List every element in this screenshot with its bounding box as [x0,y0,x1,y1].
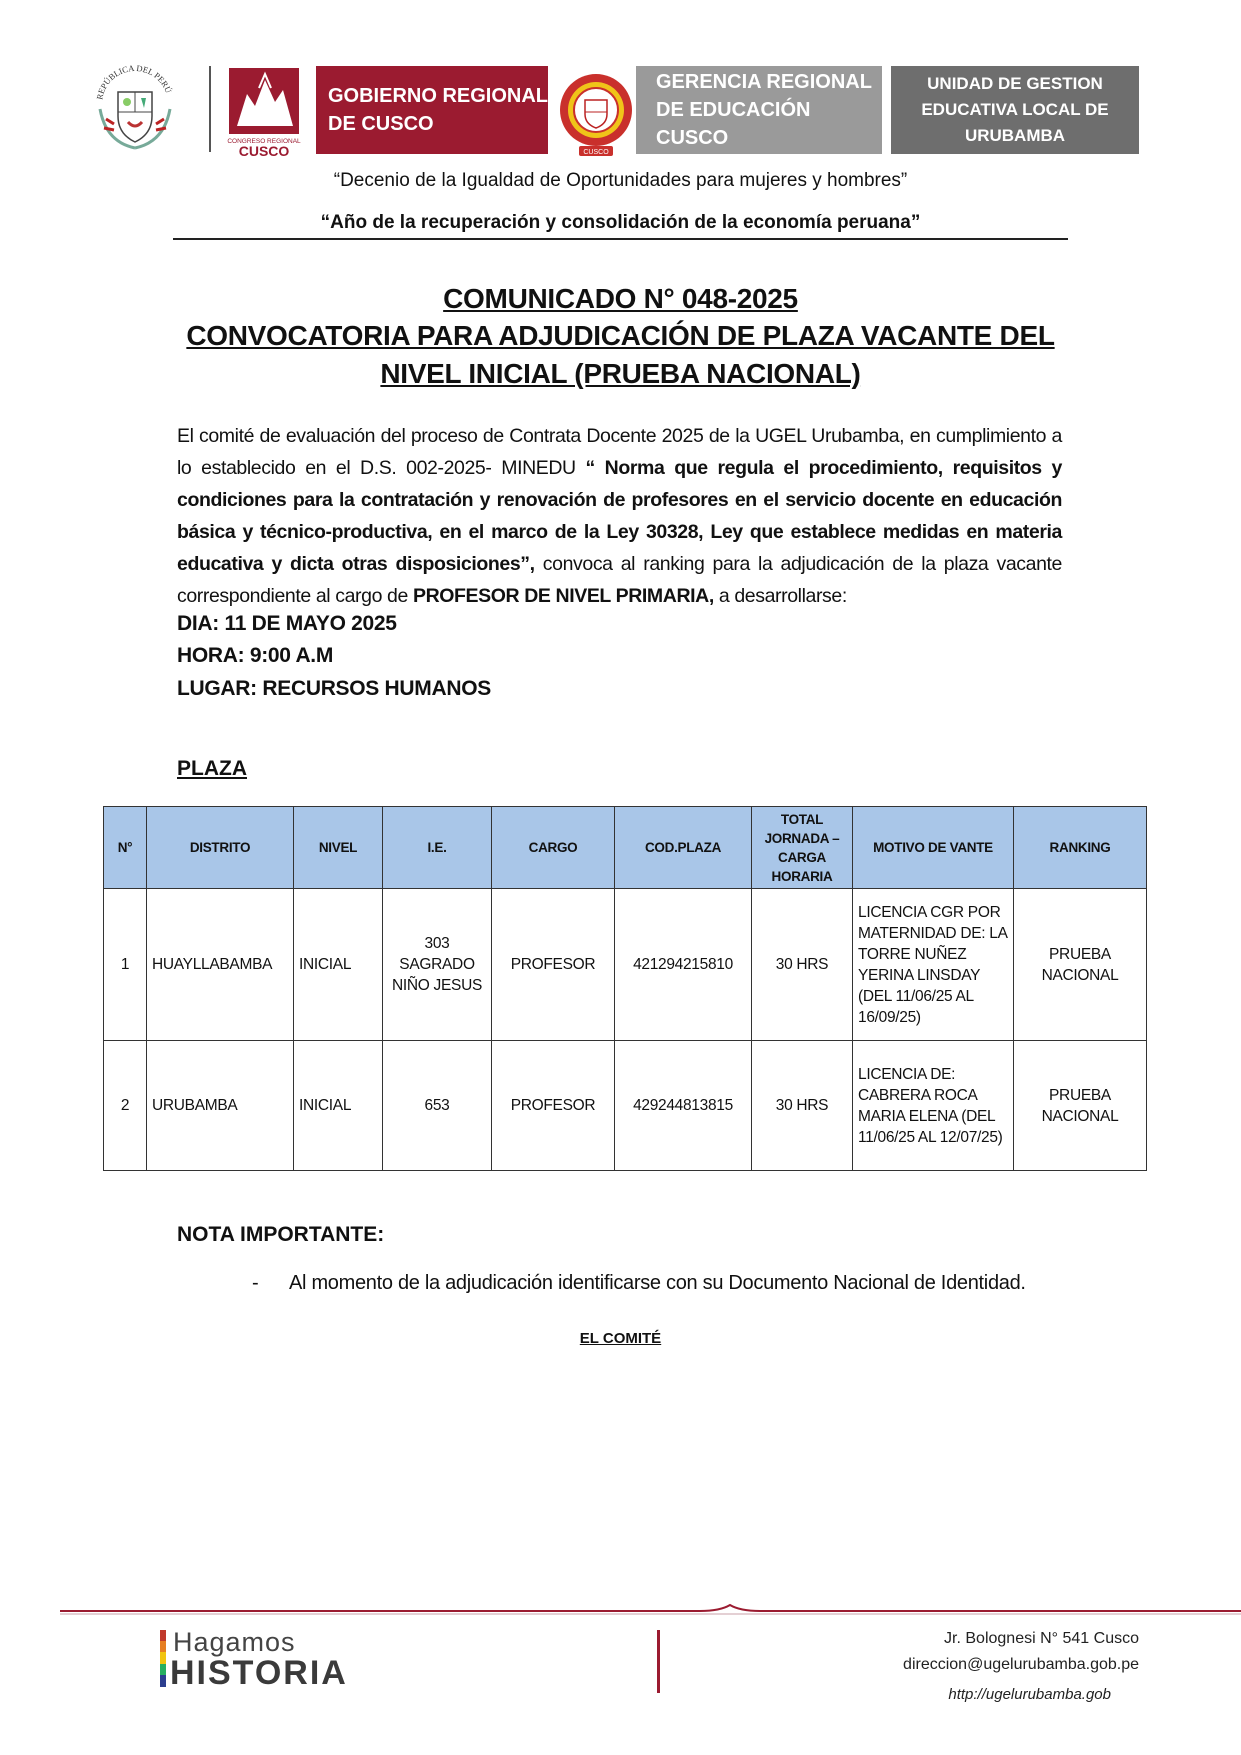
cell-motivo: LICENCIA DE: CABRERA ROCA MARIA ELENA (DEL 11/06/25 AL 12/07/25) [853,1041,1014,1171]
svg-text:CUSCO: CUSCO [238,143,290,158]
footer-email-link[interactable]: direccion@ugelurubamba.gob.pe [903,1656,1139,1673]
para-text-1: El comité de evaluación del proceso de Contrata Docente 2025 de la UGEL Urubamba, en cumplimiento a lo establecido en el D.S. 002-2025- MINEDU [177,425,1062,479]
event-time: HORA: 9:00 A.M [177,644,334,667]
ger-line1: GERENCIA REGIONAL [656,71,872,93]
year-motto: “Año de la recuperación y consolidación de la economía peruana” [320,212,921,233]
cell-jornada: 30 HRS [752,1041,853,1171]
footer-address: Jr. Bolognesi N° 541 Cusco [944,1630,1139,1647]
cell-n: 1 [104,889,147,1041]
document-title-line2: CONVOCATORIA PARA ADJUDICACIÓN DE PLAZA VACANTE DEL [186,320,1055,351]
gobierno-regional-banner [316,66,548,154]
footer-url-link[interactable]: http://ugelurubamba.gob [948,1686,1111,1703]
ugel-line3: URUBAMBA [964,126,1066,145]
signature-committee: EL COMITÉ [579,1330,662,1347]
cell-cargo: PROFESOR [492,889,615,1041]
header-divider [209,66,211,152]
cell-distrito: HUAYLLABAMBA [147,889,294,1041]
table-row [104,889,1147,1041]
col-header-ranking: RANKING [1014,807,1147,889]
cell-cargo: PROFESOR [492,1041,615,1171]
intro-paragraph [177,420,1062,612]
para-bold-cargo: PROFESOR DE NIVEL PRIMARIA, [412,585,714,607]
svg-text:REPÚBLICA DEL PERÚ: REPÚBLICA DEL PERÚ [94,64,174,101]
cell-ie: 653 [383,1041,492,1171]
cell-ranking: PRUEBA NACIONAL [1014,1041,1147,1171]
nota-bullet: - [252,1272,259,1294]
para-text-2: convoca al ranking para la adjudicación de la plaza vacante correspondiente al cargo de [177,553,1062,607]
para-bold-norma: “ Norma que regula el procedimiento, requisitos y condiciones para la contratación y renovación de profesores en el servicio docente en educación básica y técnico-productiva, en el marco de la Ley 30328, Ley que establece medidas en materia educativa y dicta otras disposiciones”, [177,457,1062,575]
cell-distrito: URUBAMBA [147,1041,294,1171]
footer-line [60,1600,1241,1620]
svg-text:CONGRESO REGIONAL: CONGRESO REGIONAL [227,138,301,145]
col-header-jornada: TOTAL JORNADA – CARGA HORARIA [752,807,853,889]
gob-line1: GOBIERNO REGIONAL [328,85,549,107]
cell-ie: 303 SAGRADO NIÑO JESUS [383,889,492,1041]
para-text-3: a desarrollarse: [713,585,847,607]
plaza-heading: PLAZA [177,757,247,780]
ugel-banner [891,66,1139,154]
cell-nivel: INICIAL [294,1041,383,1171]
footer-divider [657,1630,660,1693]
cusco-regional-logo [225,66,303,158]
svg-text:CUSCO: CUSCO [583,149,609,156]
peru-shield-logo [92,64,178,156]
table-row [104,1041,1147,1171]
gerencia-insignia-logo [557,66,635,158]
cell-cod-plaza: 421294215810 [615,889,752,1041]
ger-line2: DE EDUCACIÓN CUSCO [656,99,811,149]
cell-n: 2 [104,1041,147,1171]
document-title-line1: COMUNICADO N° 048-2025 [443,283,798,314]
cell-nivel: INICIAL [294,889,383,1041]
event-date: DIA: 11 DE MAYO 2025 [177,612,397,635]
gerencia-regional-banner [636,66,882,154]
col-header-motivo: MOTIVO DE VANTE [853,807,1014,889]
cell-jornada: 30 HRS [752,889,853,1041]
footer-hagamos: Hagamos [173,1627,296,1657]
cell-cod-plaza: 429244813815 [615,1041,752,1171]
col-header-ie: I.E. [383,807,492,889]
header-rule [173,238,1068,240]
nota-heading: NOTA IMPORTANTE: [177,1223,385,1246]
nota-item: Al momento de la adjudicación identificarse con su Documento Nacional de Identidad. [289,1272,1026,1294]
event-place: LUGAR: RECURSOS HUMANOS [177,677,491,700]
ugel-line2: EDUCATIVA LOCAL DE [921,100,1109,119]
footer-historia: HISTORIA [170,1654,348,1692]
gob-line2: DE CUSCO [328,113,434,135]
hagamos-historia-color-bar [160,1630,166,1687]
table-header-row [104,807,1147,889]
col-header-distrito: DISTRITO [147,807,294,889]
ugel-line1: UNIDAD DE GESTION [927,74,1103,93]
document-title-line3: NIVEL INICIAL (PRUEBA NACIONAL) [380,358,861,389]
col-header-cargo: CARGO [492,807,615,889]
col-header-n: N° [104,807,147,889]
cell-ranking: PRUEBA NACIONAL [1014,889,1147,1041]
plaza-table [103,806,1147,1171]
decade-motto: “Decenio de la Igualdad de Oportunidades para mujeres y hombres” [333,170,908,191]
cell-motivo: LICENCIA CGR POR MATERNIDAD DE: LA TORRE NUÑEZ YERINA LINSDAY (DEL 11/06/25 AL 16/09/25) [853,889,1014,1041]
col-header-cod-plaza: COD.PLAZA [615,807,752,889]
col-header-nivel: NIVEL [294,807,383,889]
